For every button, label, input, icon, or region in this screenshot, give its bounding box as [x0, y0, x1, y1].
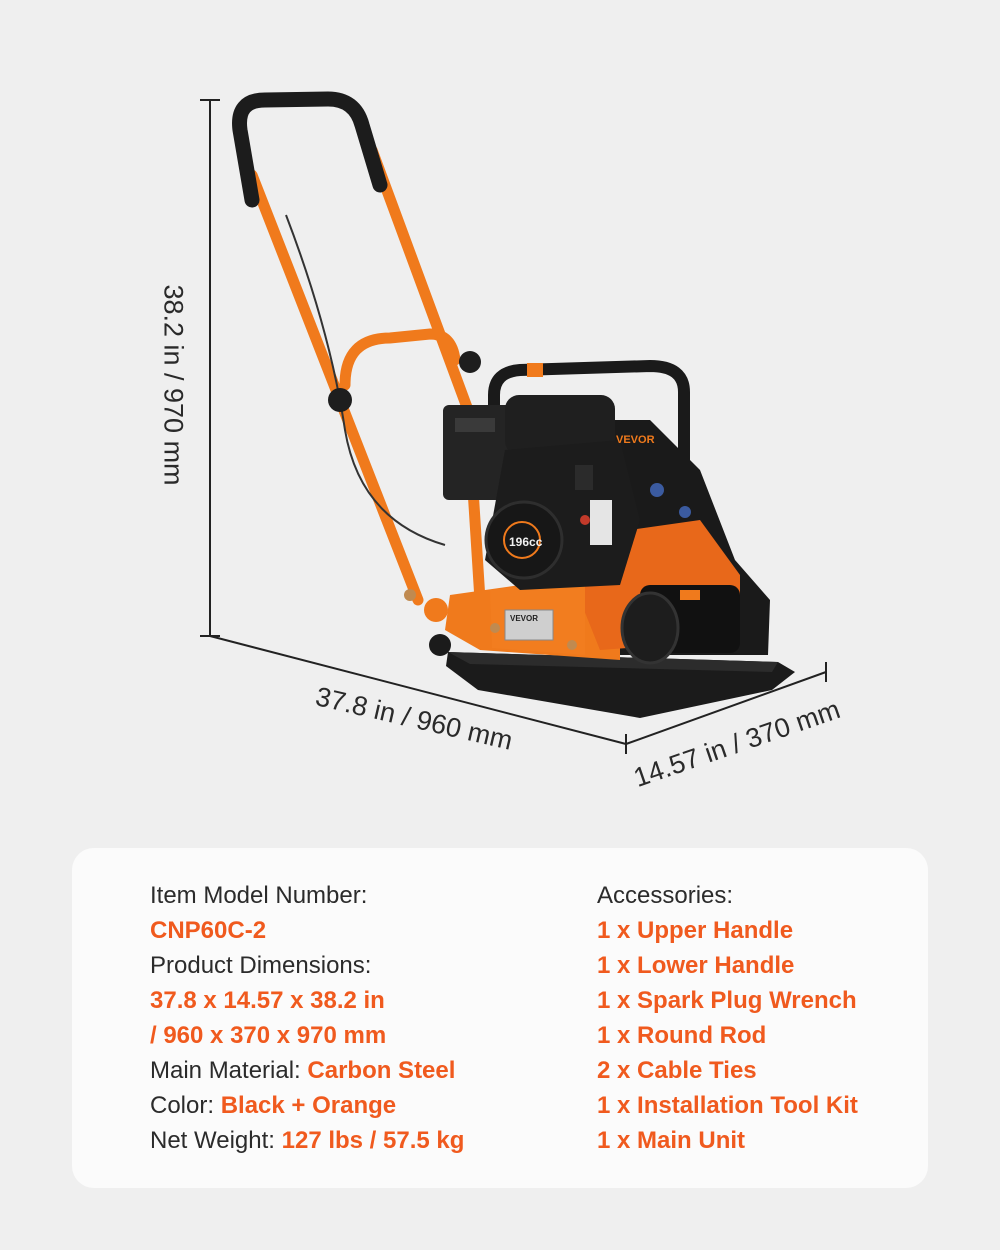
dimensions-label: Product Dimensions: — [150, 952, 372, 979]
throttle-cable — [286, 215, 445, 545]
dimensions-value-metric: / 960 x 370 x 970 mm — [150, 1022, 387, 1049]
weight-value: 127 lbs / 57.5 kg — [281, 1127, 465, 1154]
model-number-label: Item Model Number: — [150, 882, 368, 909]
length-dimension-label: 37.8 in / 960 mm — [312, 681, 516, 756]
material-value: Carbon Steel — [307, 1057, 456, 1084]
engine-badge: 196cc — [509, 535, 543, 549]
dimensions-value-imperial: 37.8 x 14.57 x 38.2 in — [150, 987, 385, 1014]
material-label: Main Material: — [150, 1057, 308, 1084]
height-dimension-label: 38.2 in / 970 mm — [158, 284, 189, 486]
nameplate-brand: VEVOR — [510, 614, 539, 623]
engine-brand: VEVOR — [616, 434, 655, 446]
accessory-item: 1 x Spark Plug Wrench — [597, 987, 857, 1014]
accessory-item: 1 x Upper Handle — [597, 917, 794, 944]
vibrator-drum — [622, 585, 740, 663]
accessories-title: Accessories: — [597, 882, 734, 909]
color-value: Black + Orange — [220, 1092, 397, 1119]
width-dimension-label: 14.57 in / 370 mm — [629, 694, 844, 793]
color-row — [150, 1088, 464, 1123]
weight-label: Net Weight: — [150, 1127, 282, 1154]
model-number-value: CNP60C-2 — [150, 917, 267, 944]
accessory-item: 1 x Round Rod — [597, 1022, 767, 1049]
color-label: Color: — [150, 1092, 221, 1119]
spec-card — [72, 848, 928, 1188]
handle-knob-left — [328, 388, 352, 412]
accessory-item: 1 x Main Unit — [597, 1127, 746, 1154]
accessory-item: 1 x Installation Tool Kit — [597, 1092, 858, 1119]
handle-knob-right — [459, 351, 481, 373]
material-row — [150, 1053, 464, 1088]
weight-row — [150, 1123, 464, 1158]
specs-column — [150, 878, 464, 1158]
accessories-column — [597, 878, 858, 1158]
accessory-item: 1 x Lower Handle — [597, 952, 795, 979]
accessory-item: 2 x Cable Ties — [597, 1057, 757, 1084]
base-plate — [446, 652, 795, 718]
